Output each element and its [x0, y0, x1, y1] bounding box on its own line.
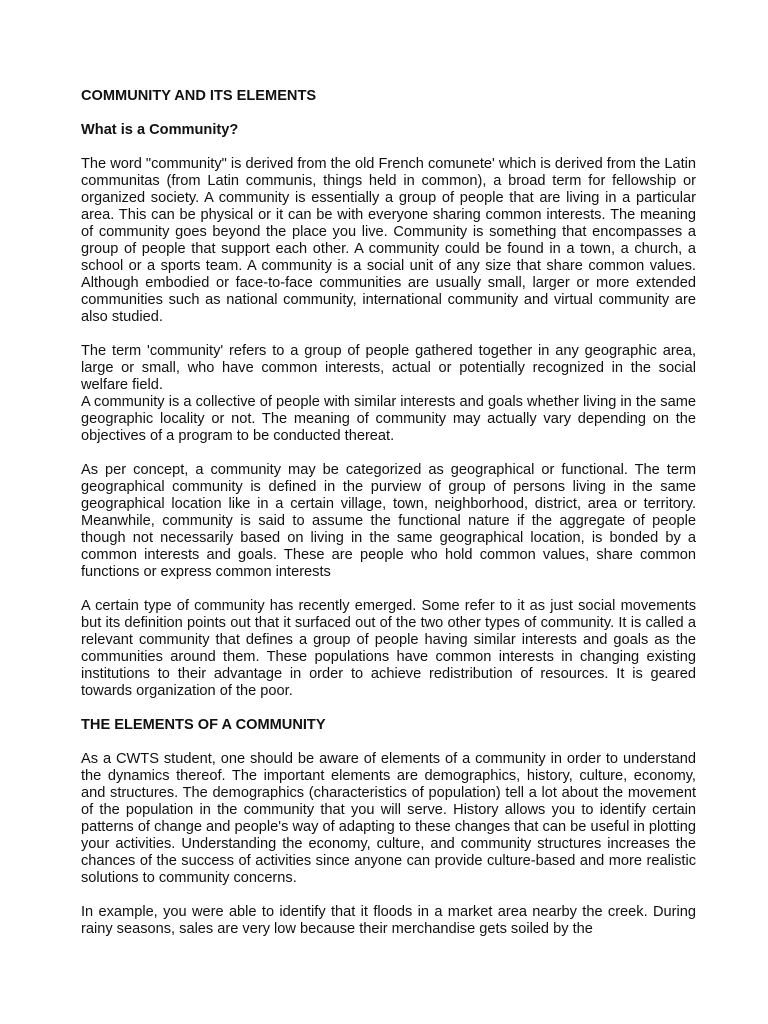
document-title: COMMUNITY AND ITS ELEMENTS	[81, 88, 317, 104]
paragraph-collective-of-people: A community is a collective of people with similar interests and goals whether living in the same geographic locality or not. The meaning of community may actually vary depending on the objectives of a program to be conducted thereat.	[81, 394, 696, 444]
paragraph-geographical-functional: As per concept, a community may be categorized as geographical or functional. The term geographical community is defined in the purview of group of persons living in the same geographical location like in a certain village, town, neighborhood, district, area or territory. Meanwhile, community is said to assume the functional nature if the aggregate of people though not necessarily based on living in the same geographical location, is bonded by a common interests and goals. These are people who hold common values, share common functions or express common interests	[81, 462, 696, 580]
paragraph-relevant-community: A certain type of community has recently emerged. Some refer to it as just social movements but its definition points out that it surfaced out of the two other types of community. It is called a relevant community that defines a group of people having similar interests and goals as the communities around them. These populations have common interests in changing existing institutions to their advantage in order to achieve redistribution of resources. It is geared towards organization of the poor.	[81, 598, 696, 699]
section-heading-what-is-community: What is a Community?	[81, 122, 239, 138]
paragraph-cwts-elements: As a CWTS student, one should be aware of elements of a community in order to understand the dynamics thereof. The important elements are demographics, history, culture, economy, and structures. The demographics (characteristics of population) tell a lot about the movement of the population in the community that you will serve. History allows you to identify certain patterns of change and people's way of adapting to these changes that can be useful in plotting your activities. Understanding the economy, culture, and community structures increases the chances of the success of activities since anyone can provide culture-based and more realistic solutions to community concerns.	[81, 751, 696, 886]
paragraph-flood-example: In example, you were able to identify that it floods in a market area nearby the creek. During rainy seasons, sales are very low because their merchandise gets soiled by the	[81, 904, 696, 937]
document-page	[81, 88, 696, 955]
section-heading-elements: THE ELEMENTS OF A COMMUNITY	[81, 717, 326, 733]
paragraph-community-definition: The word "community" is derived from the old French comunete' which is derived from the Latin communitas (from Latin communis, things held in common), a broad term for fellowship or organized society. A community is essentially a group of people that are living in a particular area. This can be physical or it can be with everyone sharing common interests. The meaning of community goes beyond the place you live. Community is something that encompasses a group of people that support each other. A community could be found in a town, a church, a school or a sports team. A community is a social unit of any size that share common values. Although embodied or face-to-face communities are usually small, larger or more extended communities such as national community, international community and virtual community are also studied.	[81, 156, 696, 325]
paragraph-term-community: The term 'community' refers to a group of people gathered together in any geographic area, large or small, who have common interests, actual or potentially recognized in the social welfare field.	[81, 343, 696, 393]
